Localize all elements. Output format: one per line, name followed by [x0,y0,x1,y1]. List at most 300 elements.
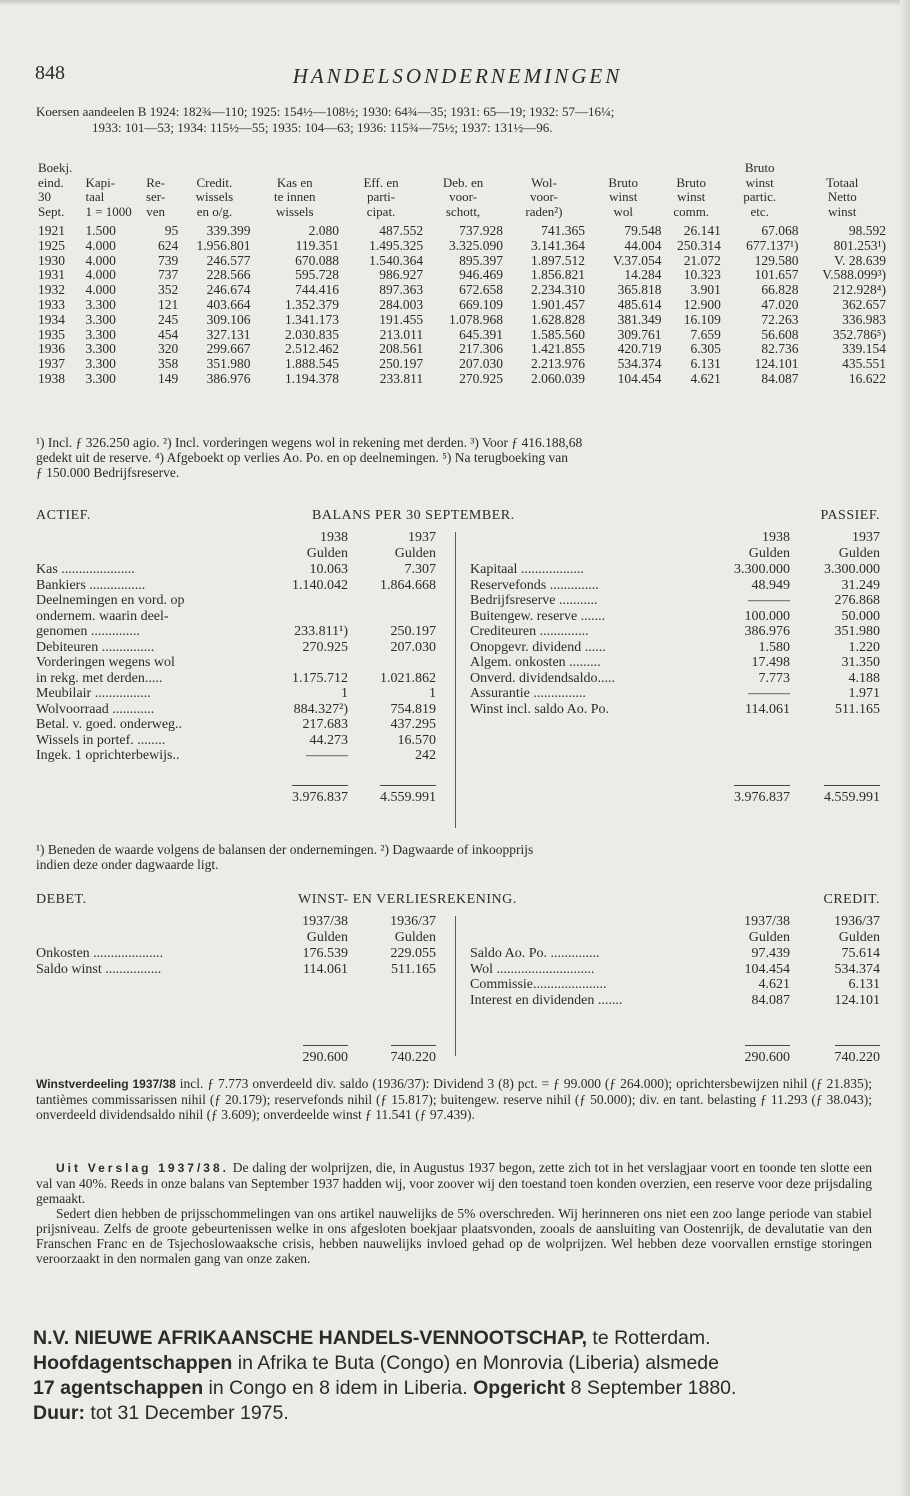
passief-row [470,655,880,671]
history-cell: 104.454 [617,370,662,386]
history-cell: 284.003 [379,296,424,312]
history-cell: 381.349 [617,311,662,327]
history-cell: 309.761 [617,326,662,342]
footnote-line: ƒ 150.000 Bedrijfsreserve. [36,465,180,480]
history-cell: 1931 [38,267,65,283]
history-cell: 228.566 [206,267,251,283]
actief-value: 1.864.668 [380,577,436,593]
year-header: 1937/38 [744,914,790,929]
actief-row [36,562,436,578]
history-cell: 119.351 [295,237,339,253]
year-header: 1936/37 [390,914,436,929]
debet-total-row [36,1039,436,1066]
passief-value: 48.949 [751,577,790,593]
actief-value: 250.197 [390,624,436,639]
history-cell: 1936 [38,341,65,357]
credit-label: Wol ............................ [470,961,595,977]
history-cell: 737 [158,267,179,283]
actief-total-value: 4.559.991 [380,785,436,806]
spacer-cell [470,764,880,780]
total-cell [700,779,790,806]
history-cell: 309.106 [206,311,251,327]
page-number: 848 [35,62,65,84]
spacer-row [470,733,880,749]
history-row [38,268,886,283]
history-cell: 435.551 [842,356,886,372]
debet-label: Saldo winst ................ [36,961,162,977]
total-cell [790,1039,880,1066]
history-cell: 149 [158,370,179,386]
history-column-header: Bruto winst wol [608,174,639,219]
actief-value: 270.925 [302,639,348,655]
total-cell [790,779,880,806]
history-row [38,357,886,372]
history-cell: 6.131 [690,356,721,372]
actief-row [36,609,436,625]
total-spacer [36,779,258,806]
actief-value: 437.295 [390,717,436,732]
actief-value: 754.819 [390,701,436,717]
actief-label: in rekg. met derden..... [36,670,163,686]
debet-label: Onkosten .................... [36,946,164,961]
year-header: 1936/37 [834,914,880,929]
passief-label: Assurantie ............... [470,686,586,701]
history-cell: 3.300 [85,326,116,342]
history-cell: 420.719 [617,341,662,357]
year-header-spacer [36,530,258,546]
passief-value: ——— [748,593,790,608]
history-cell: 339.154 [842,341,886,357]
history-cell: 4.621 [690,370,721,386]
history-cell: 741.365 [541,223,585,238]
history-cell: 1938 [38,370,65,386]
company-name: N.V. NIEUWE AFRIKAANSCHE HANDELS-VENNOOTSCHAP, [33,1327,587,1349]
actief-value: 217.683 [302,717,348,732]
actief-value: 1.021.862 [380,670,436,686]
balance-sheet [36,508,880,838]
unit-header: Gulden [838,546,880,561]
history-cell: 986.927 [379,267,424,283]
credit-heading: CREDIT. [823,892,880,907]
passief-total-row [470,779,880,806]
share-prices-line: Koersen aandeelen B 1924: 182¾—110; 1925: 154½—108½; 1930: 64¾—35; 1931: 65—19; 1932: 57—16¼; [36,104,615,119]
footnote-line: ¹) Incl. ƒ 326.250 agio. ²) Incl. vorderingen wegens wol in rekening met derden. ³) Voor ƒ 416.188,68 [36,435,583,450]
history-cell: 737.928 [459,223,503,238]
agencies-label: 17 agentschappen [33,1377,204,1399]
year-header-spacer [36,914,258,930]
history-cell: 213.011 [379,326,424,342]
actief-value: 233.811¹) [294,624,348,639]
history-column-header: Wol- voor- raden²) [525,174,563,219]
total-cell [258,779,348,806]
history-cell: 358 [158,356,179,372]
history-cell: 672.658 [459,282,503,298]
passief-value: 114.061 [745,701,790,717]
history-cell: 3.300 [85,296,116,312]
history-column-header: Bruto winst partic. etc. [743,160,777,219]
unit-header: Gulden [394,930,436,945]
history-cell: 16.622 [848,370,886,386]
history-cell: 2.234.310 [530,282,585,298]
column-divider [455,532,456,828]
annual-report-excerpt [36,1160,872,1266]
company-line [33,1326,878,1351]
history-cell: V.588.099³) [822,267,886,283]
history-cell: 14.284 [624,267,662,283]
history-cell: 212.928⁴) [832,282,886,298]
unit-header: Gulden [748,930,790,945]
actief-label: Wolvoorraad ............ [36,701,155,717]
passief-value: 7.773 [758,670,790,686]
history-cell: 1.500 [85,223,116,238]
actief-value: 1.140.042 [292,577,348,593]
history-cell: 352.786⁵) [832,326,886,342]
passief-row [470,640,880,656]
actief-table [36,530,436,806]
history-row [38,342,886,357]
history-cell: 1.856.821 [530,267,585,283]
debet-value: 229.055 [390,946,436,961]
actief-value: 16.570 [397,732,436,748]
actief-value: 207.030 [390,639,436,655]
history-cell: 6.305 [690,341,721,357]
unit-header-row [36,546,436,562]
passief-label: Buitengew. reserve ....... [470,608,606,624]
history-cell: 677.137¹) [746,237,799,253]
year-header-row [36,530,436,546]
history-body [38,224,886,387]
unit-header-row [470,546,880,562]
spacer-row [470,764,880,780]
company-entry [33,1326,878,1426]
debet-value: 176.539 [302,946,348,961]
year-header-spacer [470,530,700,546]
credit-label: Commissie..................... [470,977,607,992]
history-cell: 1.341.173 [284,311,339,327]
founded-label: Opgericht [473,1377,566,1399]
credit-total-value: 290.600 [745,1045,791,1066]
debet-row [36,946,436,962]
actief-value [348,609,436,625]
history-cell: 1.540.364 [369,252,424,268]
passief-row [470,609,880,625]
credit-total-value: 740.220 [835,1045,881,1066]
passief-row [470,562,880,578]
history-cell: 233.811 [379,370,424,386]
spacer-row [36,977,436,993]
actief-row [36,593,436,609]
spacer-cell [470,1008,880,1024]
history-row [38,224,886,239]
spacer-cell [470,733,880,749]
passief-value: 1.220 [848,639,880,655]
actief-row [36,578,436,594]
credit-value: 84.087 [751,992,790,1008]
history-cell: 485.614 [617,296,662,312]
history-cell: 3.300 [85,356,116,372]
passief-table [470,530,880,806]
year-header-row [470,530,880,546]
history-cell: 16.109 [683,311,721,327]
history-cell: 82.736 [761,341,799,357]
spacer-row [470,1008,880,1024]
actief-value: 7.307 [404,562,436,577]
actief-value: 1 [341,686,348,701]
history-cell: V. 28.639 [834,252,886,268]
company-line [33,1401,878,1426]
history-cell: 246.577 [206,252,251,268]
hq-label: Hoofdagentschappen [33,1352,233,1374]
unit-header: Gulden [838,930,880,945]
debet-table [36,914,436,1066]
credit-value: 97.439 [751,946,790,961]
spacer-row [36,1024,436,1040]
history-cell: 299.667 [206,341,251,357]
history-cell: 10.323 [683,267,721,283]
spacer-row [36,764,436,780]
page-header [35,62,880,94]
credit-table [470,914,880,1066]
passief-value: 4.188 [848,670,880,686]
history-row [38,328,886,343]
history-header-row [38,161,886,224]
history-column-header: Credit. wissels en o/g. [195,174,234,219]
balance-footnotes [36,842,876,872]
history-cell: 454 [158,326,179,342]
spacer-cell [36,977,436,993]
duration-label: Duur: [33,1402,85,1424]
history-cell: 1934 [38,311,65,327]
history-column-header: Boekj. eind. 30 Sept. [38,160,73,219]
credit-row [470,993,880,1009]
history-cell: 44.004 [624,237,662,253]
history-cell: 270.925 [459,370,503,386]
report-paragraph: Sedert dien hebben de prijsschommelingen van ons artikel nauwelijks de 5% overschreden. Wij herinneren ons niet een zoo lange periode van stabiel prijsniveau. Zelfs de groote gebeurtenissen welke in ons afgesloten boekjaar plaatsvonden, zooals de aansluiting van Oostenrijk, de devalutatie van den Franschen Franc en de Tsjechoslowaaksche crisis, hebben nauwelijks invloed gehad op de wolprijzen. Wel hebben deze voorvallen ernstige storingen veroorzaakt in den normalen gang van onze zaken. [36,1206,872,1266]
total-cell [258,1039,348,1066]
year-header: 1937 [852,530,880,545]
actief-label: Ingek. 1 oprichterbewijs.. [36,748,180,763]
passief-value: 31.249 [841,577,880,593]
founded-text: 8 September 1880. [565,1377,737,1399]
history-cell: 1932 [38,282,65,298]
history-cell: 897.363 [379,282,424,298]
actief-row [36,702,436,718]
actief-row [36,748,436,764]
history-cell: 352 [158,282,179,298]
debet-value: 511.165 [391,961,436,977]
credit-row [470,962,880,978]
spacer-cell [470,1024,880,1040]
history-cell: 21.072 [683,252,721,268]
passief-label: Algem. onkosten ......... [470,655,601,670]
hq-text: in Afrika te Buta (Congo) en Monrovia (Liberia) alsmede [232,1352,719,1374]
passief-value: 386.976 [744,624,790,639]
passief-heading: PASSIEF. [820,508,880,523]
passief-row [470,686,880,702]
year-header-row [470,914,880,930]
passief-value: 511.165 [835,701,880,717]
actief-total-row [36,779,436,806]
passief-value: 1.971 [848,686,880,701]
history-cell: 1.194.378 [284,370,339,386]
history-cell: 208.561 [379,341,424,357]
history-column-header: Deb. en voor- schott, [442,174,484,219]
total-cell [348,779,436,806]
history-cell: 3.300 [85,341,116,357]
history-cell: 4.000 [85,282,116,298]
passief-label: Reservefonds .............. [470,577,599,593]
column-divider [455,916,456,1056]
profit-distribution [36,1076,872,1122]
unit-header: Gulden [306,546,348,561]
history-cell: 386.976 [206,370,251,386]
history-cell: 3.141.364 [530,237,585,253]
history-cell: 84.087 [761,370,799,386]
history-cell: 66.828 [761,282,799,298]
passief-label: Crediteuren .............. [470,624,589,639]
year-header-spacer [470,914,700,930]
history-cell: 595.728 [295,267,339,283]
profit-loss-title: WINST- EN VERLIESREKENING. [298,892,517,907]
history-cell: 3.901 [690,282,721,298]
history-cell: 624 [158,237,179,253]
passief-label: Onverd. dividendsaldo..... [470,670,616,686]
history-cell: 47.020 [761,296,799,312]
history-cell: 1935 [38,326,65,342]
history-footnotes [36,435,876,480]
history-cell: 1921 [38,223,65,238]
history-cell: 1.956.801 [196,237,251,253]
year-header: 1938 [762,530,790,545]
history-column-header: Totaal Netto winst [826,174,859,219]
actief-label: Deelnemingen en vord. op [36,593,185,608]
spacer-cell [36,1008,436,1024]
history-cell: 2.060.039 [530,370,585,386]
debet-total-value: 740.220 [391,1045,437,1066]
actief-value: 1 [429,686,436,701]
history-cell: 121 [158,296,179,312]
history-column-header: Bruto winst comm. [673,174,710,219]
actief-row [36,686,436,702]
history-cell: 4.000 [85,267,116,283]
actief-value: 242 [415,748,436,763]
passief-row [470,593,880,609]
total-cell [700,1039,790,1066]
history-cell: 1.585.560 [530,326,585,342]
actief-value: 884.327²) [293,701,348,717]
history-cell: 1.897.512 [530,252,585,268]
actief-row [36,624,436,640]
history-cell: 2.512.462 [284,341,339,357]
actief-value [348,655,436,671]
history-cell: 4.000 [85,237,116,253]
history-cell: 72.263 [761,311,799,327]
history-row [38,254,886,269]
history-cell: 250.197 [379,356,424,372]
report-paragraph [36,1160,872,1206]
agencies-text: in Congo en 8 idem in Liberia. [203,1377,474,1399]
history-cell: 1925 [38,237,65,253]
company-line [33,1376,878,1401]
history-cell: 534.374 [617,356,662,372]
actief-value: 44.273 [309,732,348,748]
history-cell: 336.983 [842,311,886,327]
history-cell: 1.352.379 [284,296,339,312]
unit-header: Gulden [306,930,348,945]
spacer-cell [470,717,880,733]
profit-loss-account [36,892,880,1064]
actief-label: Debiteuren ............... [36,639,155,655]
actief-total-value: 3.976.837 [292,785,348,806]
history-cell: 3.300 [85,370,116,386]
history-cell: 2.213.976 [530,356,585,372]
spacer-row [36,993,436,1009]
unit-header-spacer [470,546,700,562]
history-row [38,313,886,328]
passief-label: Winst incl. saldo Ao. Po. [470,701,610,717]
actief-label: Vorderingen wegens wol [36,655,175,670]
footnote-line: gedekt uit de reserve. ⁴) Afgeboekt op verlies Ao. Po. en op deelnemingen. ⁵) Na terugboeking van [36,450,569,465]
unit-header-row [36,930,436,946]
actief-label: Kas ..................... [36,562,135,577]
history-cell: 327.131 [206,326,251,342]
history-cell: 95 [164,223,179,238]
year-header: 1937/38 [302,914,348,929]
actief-row [36,733,436,749]
actief-value [258,609,348,625]
history-cell: 98.592 [848,223,886,238]
report-label: Uit Verslag 1937/38. [56,1161,229,1175]
credit-value: 104.454 [744,961,790,977]
actief-row [36,671,436,687]
history-cell: 351.980 [206,356,251,372]
history-cell: 79.548 [624,223,662,238]
credit-value: 6.131 [848,977,880,992]
company-line [33,1351,878,1376]
history-row [38,298,886,313]
history-cell: V.37.054 [613,252,662,268]
history-cell: 124.101 [754,356,799,372]
actief-value [258,655,348,671]
passief-value: ——— [748,686,790,701]
credit-total-row [470,1039,880,1066]
duration-text: tot 31 December 1975. [85,1402,289,1424]
passief-value: 50.000 [841,608,880,624]
actief-label: Wissels in portef. ........ [36,732,166,748]
year-header-row [36,914,436,930]
history-column-header: Eff. en parti- cipat. [363,174,399,219]
actief-value [348,593,436,609]
credit-label: Interest en dividenden ....... [470,992,623,1008]
history-cell: 67.068 [761,223,799,238]
history-cell: 26.141 [683,223,721,238]
credit-row [470,977,880,993]
unit-header-row [470,930,880,946]
history-cell: 191.455 [379,311,424,327]
history-cell: 320 [158,341,179,357]
year-header: 1938 [320,530,348,545]
unit-header: Gulden [394,546,436,561]
history-column-header: Kapi- taal 1 = 1000 [85,174,132,219]
history-cell: 2.080 [308,223,339,238]
history-cell: 670.088 [295,252,339,268]
share-prices-line: 1933: 101—53; 1934: 115½—55; 1935: 104—63; 1936: 115¾—75½; 1937: 131½—96. [92,120,553,135]
total-spacer [36,1039,258,1066]
total-spacer [470,1039,700,1066]
passief-total-value: 4.559.991 [824,785,880,806]
history-cell: 1.078.968 [448,311,503,327]
history-cell: 4.000 [85,252,116,268]
